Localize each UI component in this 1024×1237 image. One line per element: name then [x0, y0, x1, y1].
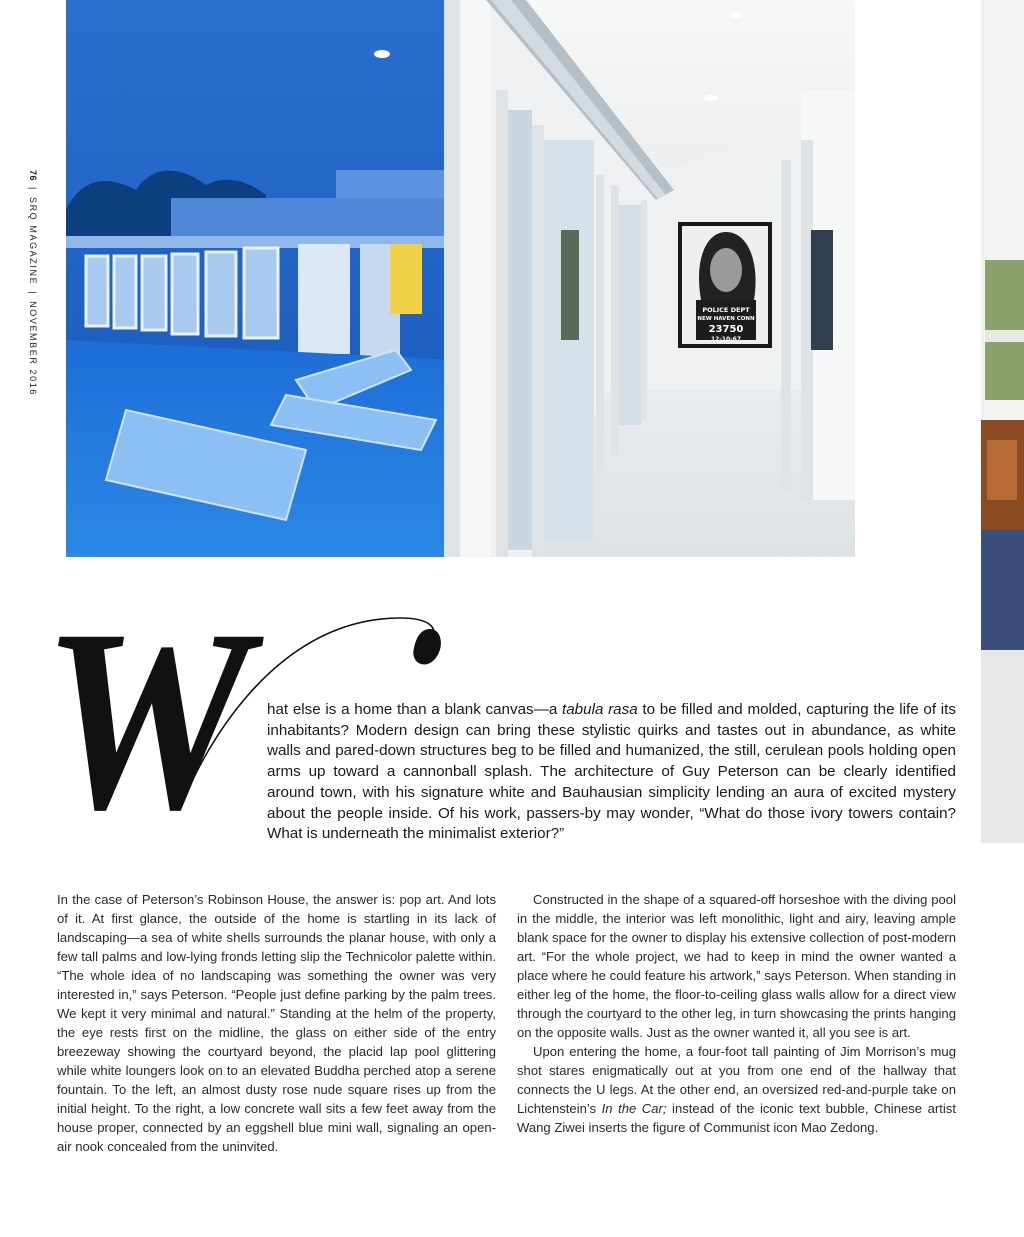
body-column-left — [57, 890, 496, 1156]
artwork-title: In the Car; — [601, 1101, 667, 1116]
magazine-name: SRQ MAGAZINE — [28, 196, 38, 286]
hero-photo — [66, 0, 855, 557]
poster-text-3: 23750 — [708, 324, 744, 335]
body-text: instead of the iconic text bubble, Chinese artist Wang Ziwei inserts the figure of Communist icon Mao Zedong. — [517, 1101, 956, 1135]
body-text: Upon entering the home, a four-foot tall painting of Jim Morrison’s mug shot stares enigmatically out at you from one end of the hallway that connects the U legs. At the other end, an oversized red-and-purple take on Lichtenstein’s — [517, 1044, 956, 1116]
poster-text-4: 12-10-67 — [710, 336, 742, 343]
intro-italic: tabula rasa — [562, 701, 638, 718]
folio — [26, 170, 40, 400]
issue-date: NOVEMBER 2016 — [28, 301, 38, 396]
body-paragraph: Constructed in the shape of a squared-off horseshoe with the diving pool in the middle, the interior was left monolithic, light and airy, leaving ample blank space for the owner to display his extensive collection of post-modern art. “For the whole project, we had to keep in mind the owner wanted a place where he could feature his artwork,” says Peterson. When standing in either leg of the home, the floor-to-ceiling glass walls allow for a direct view through the courtyard to the other leg, in turn showcasing the prints hanging on the opposite walls. Just as the owner wanted it, all you see is art. — [517, 892, 956, 1040]
poster-text-2: NEW HAVEN CONN — [697, 316, 755, 322]
body-paragraph — [517, 1042, 956, 1137]
page-number: 76 — [28, 170, 38, 182]
poster-text-1: POLICE DEPT — [702, 306, 750, 314]
adjacent-page-photo — [981, 0, 1024, 843]
intro-paragraph — [267, 700, 956, 845]
intro-text-end: to be filled and molded, capturing the life of its inhabitants? Modern design can bring these stylistic quirks and tastes out in abundance, as white walls and pared-down structures beg to be filled and humanized, the still, cerulean pools holding open arms up toward a cannonball splash. The architecture of Guy Peterson can be clearly identified around town, with his signature white and Bauhausian simplicity lending an aura of excited mystery about the people inside. Of his work, passers-by may wonder, “What do those ivory towers contain? What is underneath the minimalist exterior?” — [267, 701, 956, 843]
intro-text-start: hat else is a home than a blank canvas—a — [267, 701, 563, 718]
folio-text: 76|SRQ MAGAZINE|NOVEMBER 2016 — [28, 170, 38, 396]
drop-cap: W — [42, 576, 251, 864]
body-column-right — [517, 890, 956, 1137]
body-paragraph: In the case of Peterson’s Robinson House, the answer is: pop art. And lots of it. At first glance, the outside of the home is startling in its lack of landscaping—a sea of white shells surrounds the planar house, with only a few tall palms and low-lying fronds letting slip the Technicolor palette within. “The whole idea of no landscaping was something the owner was very interested in,” says Peterson. “People just define parking by the palm trees. We kept it very minimal and natural.” Standing at the helm of the property, the eye rests first on the midline, the glass on either side of the entry breezeway showing the courtyard beyond, the placid lap pool glittering while white loungers look on to an elevated Buddha perched atop a serene fountain. To the left, an almost dusty rose nude square rises up from the initial height. To the right, a low concrete wall sits a few feet away from the house proper, connected by an eggshell blue mini wall, signaling an open-air nook concealed from the uninvited. — [57, 892, 496, 1154]
